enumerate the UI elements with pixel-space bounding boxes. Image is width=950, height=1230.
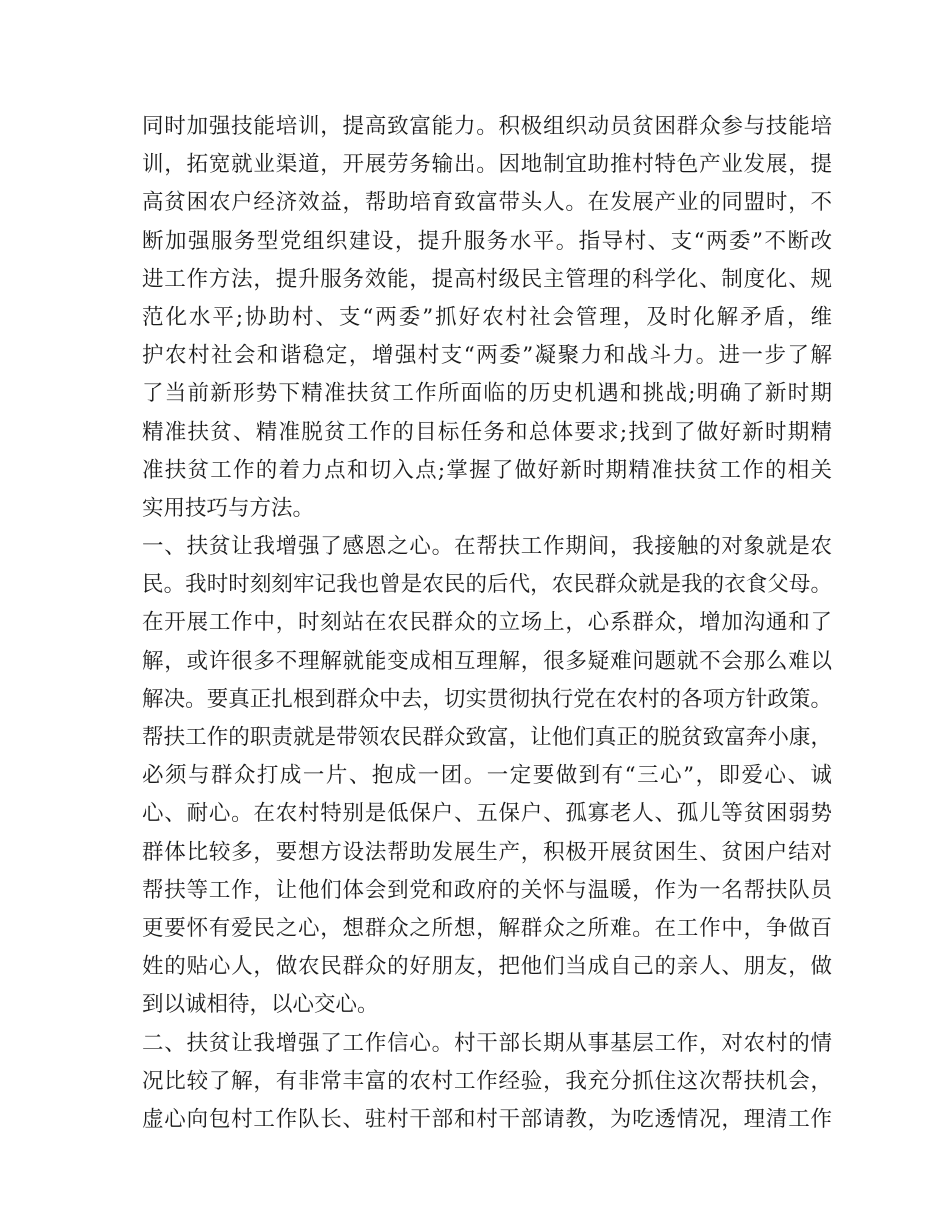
text-line: 范化水平;协助村、支“两委”抓好农村社会管理，及时化解矛盾，维: [142, 304, 832, 330]
text-line: 更要怀有爱民之心，想群众之所想，解群众之所难。在工作中，争做百: [142, 915, 832, 941]
text-line: 高贫困农户经济效益，帮助培育致富带头人。在发展产业的同盟时，不: [142, 190, 832, 216]
text-line: 二、扶贫让我增强了工作信心。村干部长期从事基层工作，对农村的情: [142, 1030, 832, 1056]
text-line: 准扶贫工作的着力点和切入点;掌握了做好新时期精准扶贫工作的相关: [142, 457, 832, 483]
text-line: 虚心向包村工作队长、驻村干部和村干部请教，为吃透情况，理清工作: [142, 1106, 832, 1132]
text-line: 群体比较多，要想方设法帮助发展生产，积极开展贫困生、贫困户结对: [142, 839, 832, 865]
text-line: 了当前新形势下精准扶贫工作所面临的历史机遇和挑战;明确了新时期: [142, 381, 832, 407]
text-line: 解决。要真正扎根到群众中去，切实贯彻执行党在农村的各项方针政策。: [142, 686, 832, 712]
text-line: 心、耐心。在农村特别是低保户、五保户、孤寡老人、孤儿等贫困弱势: [142, 801, 832, 827]
text-line: 况比较了解，有非常丰富的农村工作经验，我充分抓住这次帮扶机会，: [142, 1068, 832, 1094]
text-line: 解，或许很多不理解就能变成相互理解，很多疑难问题就不会那么难以: [142, 648, 832, 674]
text-line: 在开展工作中，时刻站在农民群众的立场上，心系群众，增加沟通和了: [142, 610, 832, 636]
text-line: 训，拓宽就业渠道，开展劳务输出。因地制宜助推村特色产业发展，提: [142, 152, 832, 178]
text-line: 精准扶贫、精准脱贫工作的目标任务和总体要求;找到了做好新时期精: [142, 419, 832, 445]
text-line: 民。我时时刻刻牢记我也曾是农民的后代，农民群众就是我的衣食父母。: [142, 572, 832, 598]
text-line: 帮扶工作的职责就是带领农民群众致富，让他们真正的脱贫致富奔小康，: [142, 725, 832, 750]
text-line: 一、扶贫让我增强了感恩之心。在帮扶工作期间，我接触的对象就是农: [142, 534, 832, 560]
body-text: [142, 108, 832, 1139]
text-line: 同时加强技能培训，提高致富能力。积极组织动员贫困群众参与技能培: [142, 114, 832, 139]
text-line: 必须与群众打成一片、抱成一团。一定要做到有“三心”，即爱心、诚: [142, 763, 832, 789]
text-line: 姓的贴心人，做农民群众的好朋友，把他们当成自己的亲人、朋友，做: [142, 954, 832, 980]
text-line: 到以诚相待，以心交心。: [142, 992, 379, 1018]
text-line: 进工作方法，提升服务效能，提高村级民主管理的科学化、制度化、规: [142, 266, 832, 292]
text-line: 护农村社会和谐稳定，增强村支“两委”凝聚力和战斗力。进一步了解: [142, 343, 832, 369]
text-line: 实用技巧与方法。: [142, 495, 315, 521]
text-line: 帮扶等工作，让他们体会到党和政府的关怀与温暖，作为一名帮扶队员: [142, 877, 832, 903]
text-line: 断加强服务型党组织建设，提升服务水平。指导村、支“两委”不断改: [142, 228, 832, 254]
